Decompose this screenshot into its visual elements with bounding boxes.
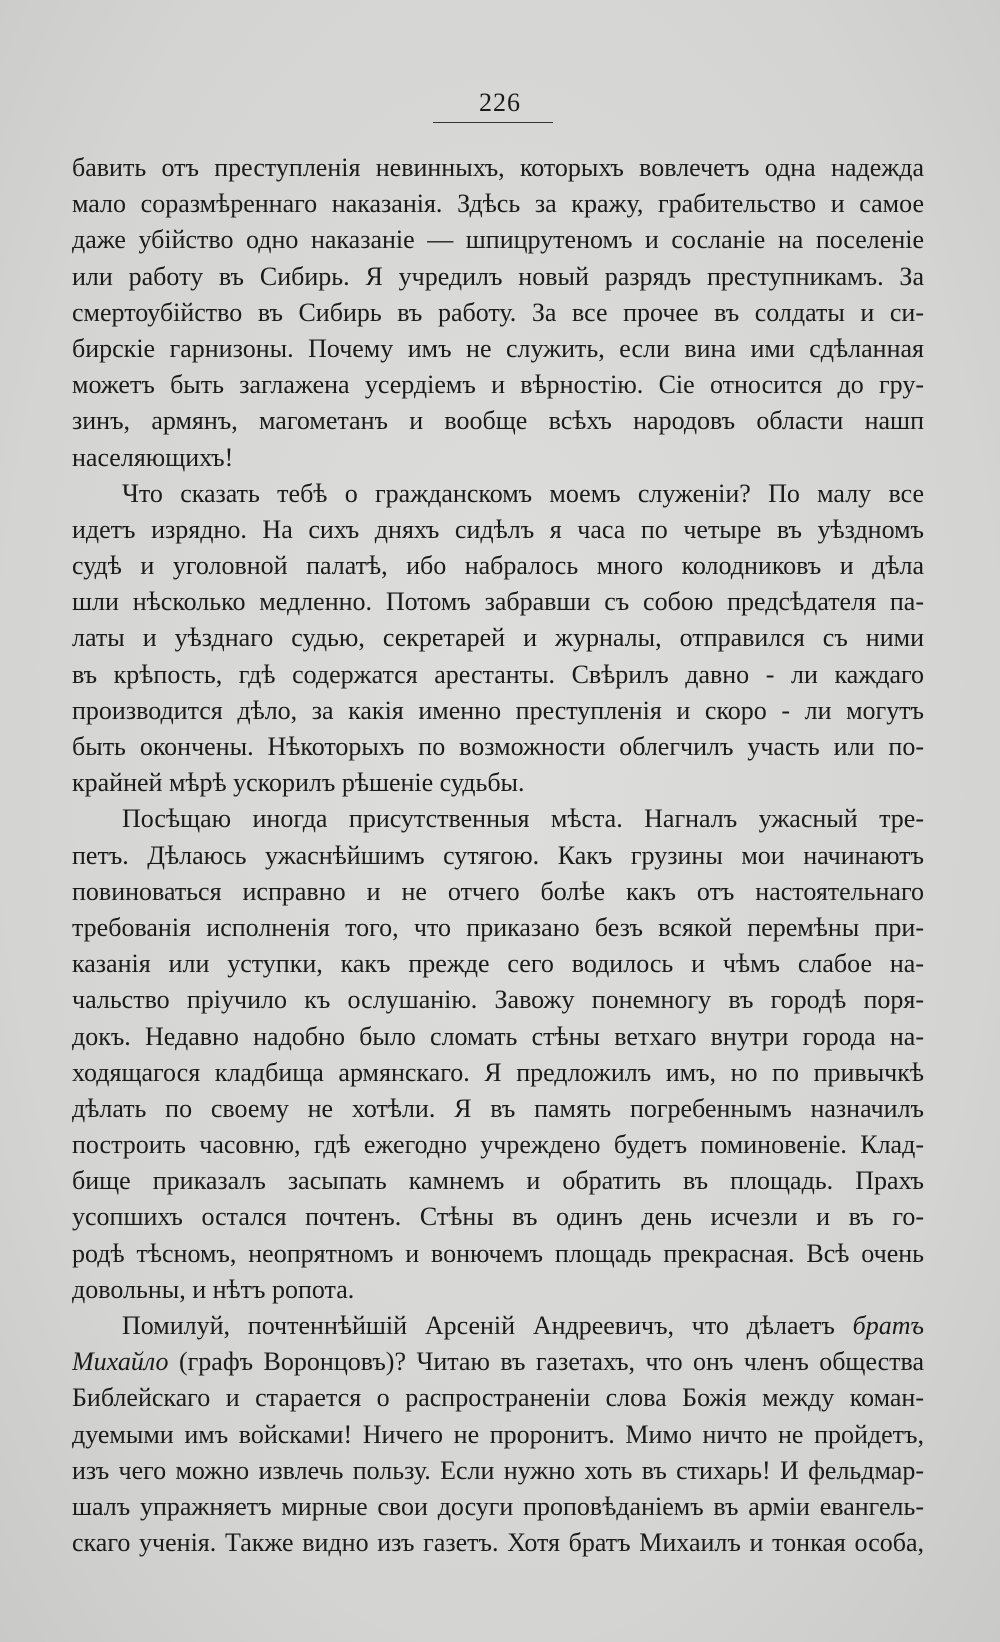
text-line: изъ чего можно извлечь пользу. Если нужно хоть въ стихарь! И фельдмар- bbox=[72, 1455, 924, 1485]
text-run: Помилуй, почтеннѣйшій Арсеній Андреевичъ, что дѣлаетъ bbox=[122, 1311, 835, 1340]
text-line: Посѣщаю иногда присутственныя мѣста. Нагналъ ужасный тре- bbox=[122, 804, 924, 834]
text-line: ходящагося кладбища армянскаго. Я предложилъ имъ, но по привычкѣ bbox=[72, 1057, 924, 1087]
text-line: довольны, и нѣтъ ропота. bbox=[72, 1274, 355, 1304]
text-line: докъ. Недавно надобно было сломать стѣны ветхаго внутри города на- bbox=[72, 1021, 924, 1051]
text-line: или работу въ Сибирь. Я учредилъ новый разрядъ преступникамъ. За bbox=[72, 261, 924, 291]
paragraph-1 bbox=[72, 150, 924, 476]
italic-text: Михайло bbox=[72, 1347, 169, 1377]
text-line-with-italic bbox=[72, 1308, 924, 1344]
text-line: латы и уѣзднаго судью, секретарей и журналы, отправился съ ними bbox=[72, 623, 924, 653]
italic-text: братъ bbox=[852, 1311, 924, 1340]
page-number: 226 bbox=[479, 88, 521, 117]
text-line: быть окончены. Нѣкоторыхъ по возможности облегчилъ участь или по- bbox=[72, 732, 924, 761]
text-line: идетъ изрядно. На сихъ дняхъ сидѣлъ я часа по четыре въ уѣздномъ bbox=[72, 514, 924, 544]
text-line: чальство пріучило къ ослушанію. Завожу понемногу въ городѣ поря- bbox=[72, 985, 924, 1015]
text-line: смертоубійство въ Сибирь въ работу. За все прочее въ солдаты и си- bbox=[72, 297, 924, 327]
text-line: Что сказать тебѣ о гражданскомъ моемъ служеніи? По малу все bbox=[122, 478, 924, 508]
paragraph-2 bbox=[72, 476, 924, 802]
text-line: петъ. Дѣлаюсь ужаснѣйшимъ сутягою. Какъ грузины мои начинаютъ bbox=[72, 840, 924, 870]
text-line: судѣ и уголовной палатѣ, ибо набралось много колодниковъ и дѣла bbox=[72, 551, 924, 581]
text-line: шли нѣсколько медленно. Потомъ забравши съ собою предсѣдателя па- bbox=[72, 587, 924, 617]
text-line: дуемыми имъ войсками! Ничего не проронитъ. Мимо ничто не пройдетъ, bbox=[72, 1419, 924, 1449]
text-line: можетъ быть заглажена усердіемъ и вѣрностію. Сіе относится до гру- bbox=[72, 370, 924, 400]
text-line: казанія или уступки, какъ прежде сего водилось и чѣмъ слабое на- bbox=[72, 949, 924, 979]
text-line: повиноваться исправно и не отчего болѣе какъ отъ настоятельнаго bbox=[72, 876, 924, 906]
page-number-rule bbox=[433, 122, 553, 123]
body-text bbox=[72, 150, 924, 1561]
text-line: бирскіе гарнизоны. Почему имъ не служить, если вина ими сдѣланная bbox=[72, 333, 924, 363]
text-line: бище приказалъ засыпать камнемъ и обратить въ площадь. Прахъ bbox=[72, 1166, 924, 1196]
text-line: Библейскаго и старается о распространеніи слова Божія между коман- bbox=[72, 1383, 924, 1413]
text-line: построить часовню, гдѣ ежегодно учреждено будетъ поминовеніе. Клад- bbox=[72, 1130, 924, 1160]
text-line: усопшихъ остался почтенъ. Стѣны въ одинъ день исчезли и въ го- bbox=[72, 1202, 924, 1232]
paragraph-4 bbox=[72, 1308, 924, 1561]
text-line-with-italic bbox=[72, 1344, 924, 1380]
text-line: въ крѣпость, гдѣ содержатся арестанты. Свѣрилъ давно - ли каждаго bbox=[72, 659, 924, 689]
text-line: производится дѣло, за какія именно преступленія и скоро - ли могутъ bbox=[72, 695, 924, 725]
text-line: скаго ученія. Также видно изъ газетъ. Хотя братъ Михаилъ и тонкая особа, bbox=[72, 1528, 924, 1558]
text-line: даже убійство одно наказаніе — шпицрутеномъ и сосланіе на поселеніе bbox=[72, 225, 924, 255]
text-line: населяющихъ! bbox=[72, 442, 234, 472]
text-line: шалъ упражняетъ мирные свои досуги проповѣданіемъ въ арміи евангель- bbox=[72, 1491, 924, 1521]
text-line: крайней мѣрѣ ускорилъ рѣшеніе судьбы. bbox=[72, 768, 525, 798]
text-line: бавить отъ преступленія невинныхъ, которыхъ вовлечетъ одна надежда bbox=[72, 153, 924, 182]
paragraph-3 bbox=[72, 801, 924, 1308]
text-line: зинъ, армянъ, магометанъ и вообще всѣхъ народовъ области нашп bbox=[72, 406, 924, 436]
text-line: мало соразмѣреннаго наказанія. Здѣсь за кражу, грабительство и самое bbox=[72, 189, 924, 219]
text-line: требованія исполненія того, что приказано безъ всякой перемѣны при- bbox=[72, 912, 924, 942]
text-run: (графъ Воронцовъ)? Читаю въ газетахъ, что онъ членъ общества bbox=[178, 1347, 924, 1377]
text-line: родѣ тѣсномъ, неопрятномъ и вонючемъ площадь прекрасная. Всѣ очень bbox=[72, 1238, 924, 1268]
text-line: дѣлать по своему не хотѣли. Я въ память погребеннымъ назначилъ bbox=[72, 1093, 924, 1123]
